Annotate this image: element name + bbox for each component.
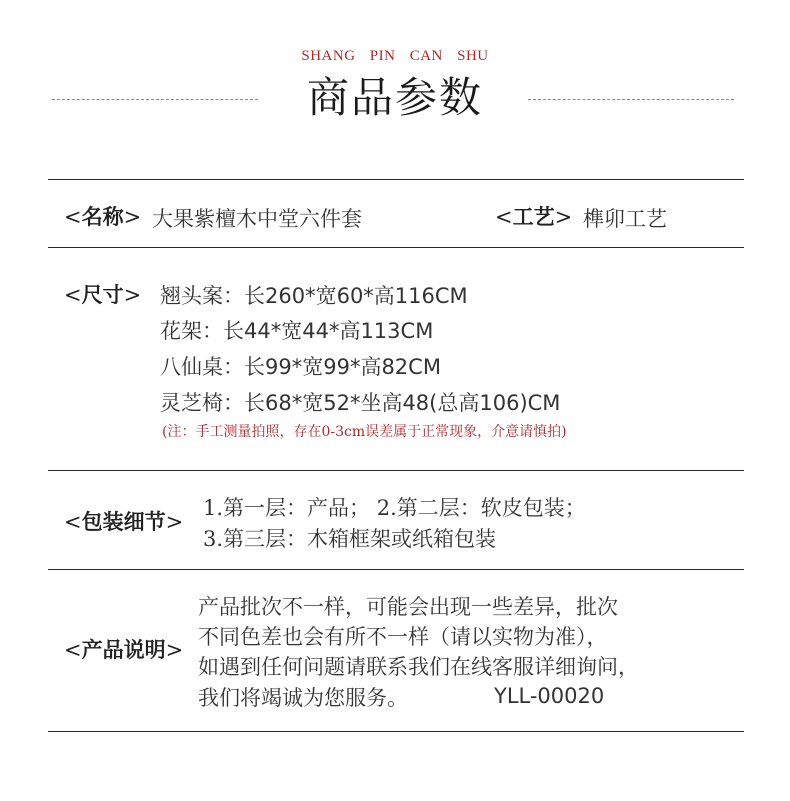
description-label: <产品说明> <box>64 637 184 662</box>
page-title: 商品参数 <box>306 73 483 122</box>
size-line-qiaotouan: 翘头案：长260*宽60*高116CM <box>160 284 468 308</box>
size-line-lingzhiyi: 灵芝椅：长68*宽52*坐高48(总高106)CM <box>160 391 561 415</box>
size-note: (注：手工测量拍照，存在0-3cm误差属于正常现象，介意请慎拍) <box>162 424 567 440</box>
table-rule-top <box>48 179 744 180</box>
packaging-label: <包装细节> <box>64 509 184 534</box>
table-rule-bottom <box>48 731 744 732</box>
craft-value: 榫卯工艺 <box>583 207 667 231</box>
table-rule-4 <box>48 569 744 570</box>
packaging-line-1: 1.第一层：产品； 2.第二层：软皮包装； <box>203 496 586 520</box>
description-line-2: 不同色差也会有所不一样（请以实物为准）， <box>198 625 608 649</box>
name-label: <名称> <box>64 204 142 229</box>
description-line-4: 我们将竭诚为您服务。 <box>198 686 408 710</box>
product-code: YLL-00020 <box>494 684 605 708</box>
title-divider-right <box>528 99 734 100</box>
title-divider-left <box>52 99 258 100</box>
table-rule-2 <box>48 247 744 248</box>
size-line-baxianzhuo: 八仙桌：长99*宽99*高82CM <box>160 355 441 379</box>
packaging-line-2: 3.第三层：木箱框架或纸箱包装 <box>203 527 497 551</box>
craft-label: <工艺> <box>495 204 573 229</box>
size-label: <尺寸> <box>64 282 142 307</box>
description-line-1: 产品批次不一样，可能会出现一些差异，批次 <box>198 595 618 619</box>
table-rule-3 <box>48 470 744 471</box>
description-line-3: 如遇到任何问题请联系我们在线客服详细询问， <box>198 655 639 679</box>
size-line-huajia: 花架：长44*宽44*高113CM <box>160 319 434 343</box>
header-subtitle: SHANG PIN CAN SHU <box>301 48 489 64</box>
name-value: 大果紫檀木中堂六件套 <box>152 207 362 231</box>
